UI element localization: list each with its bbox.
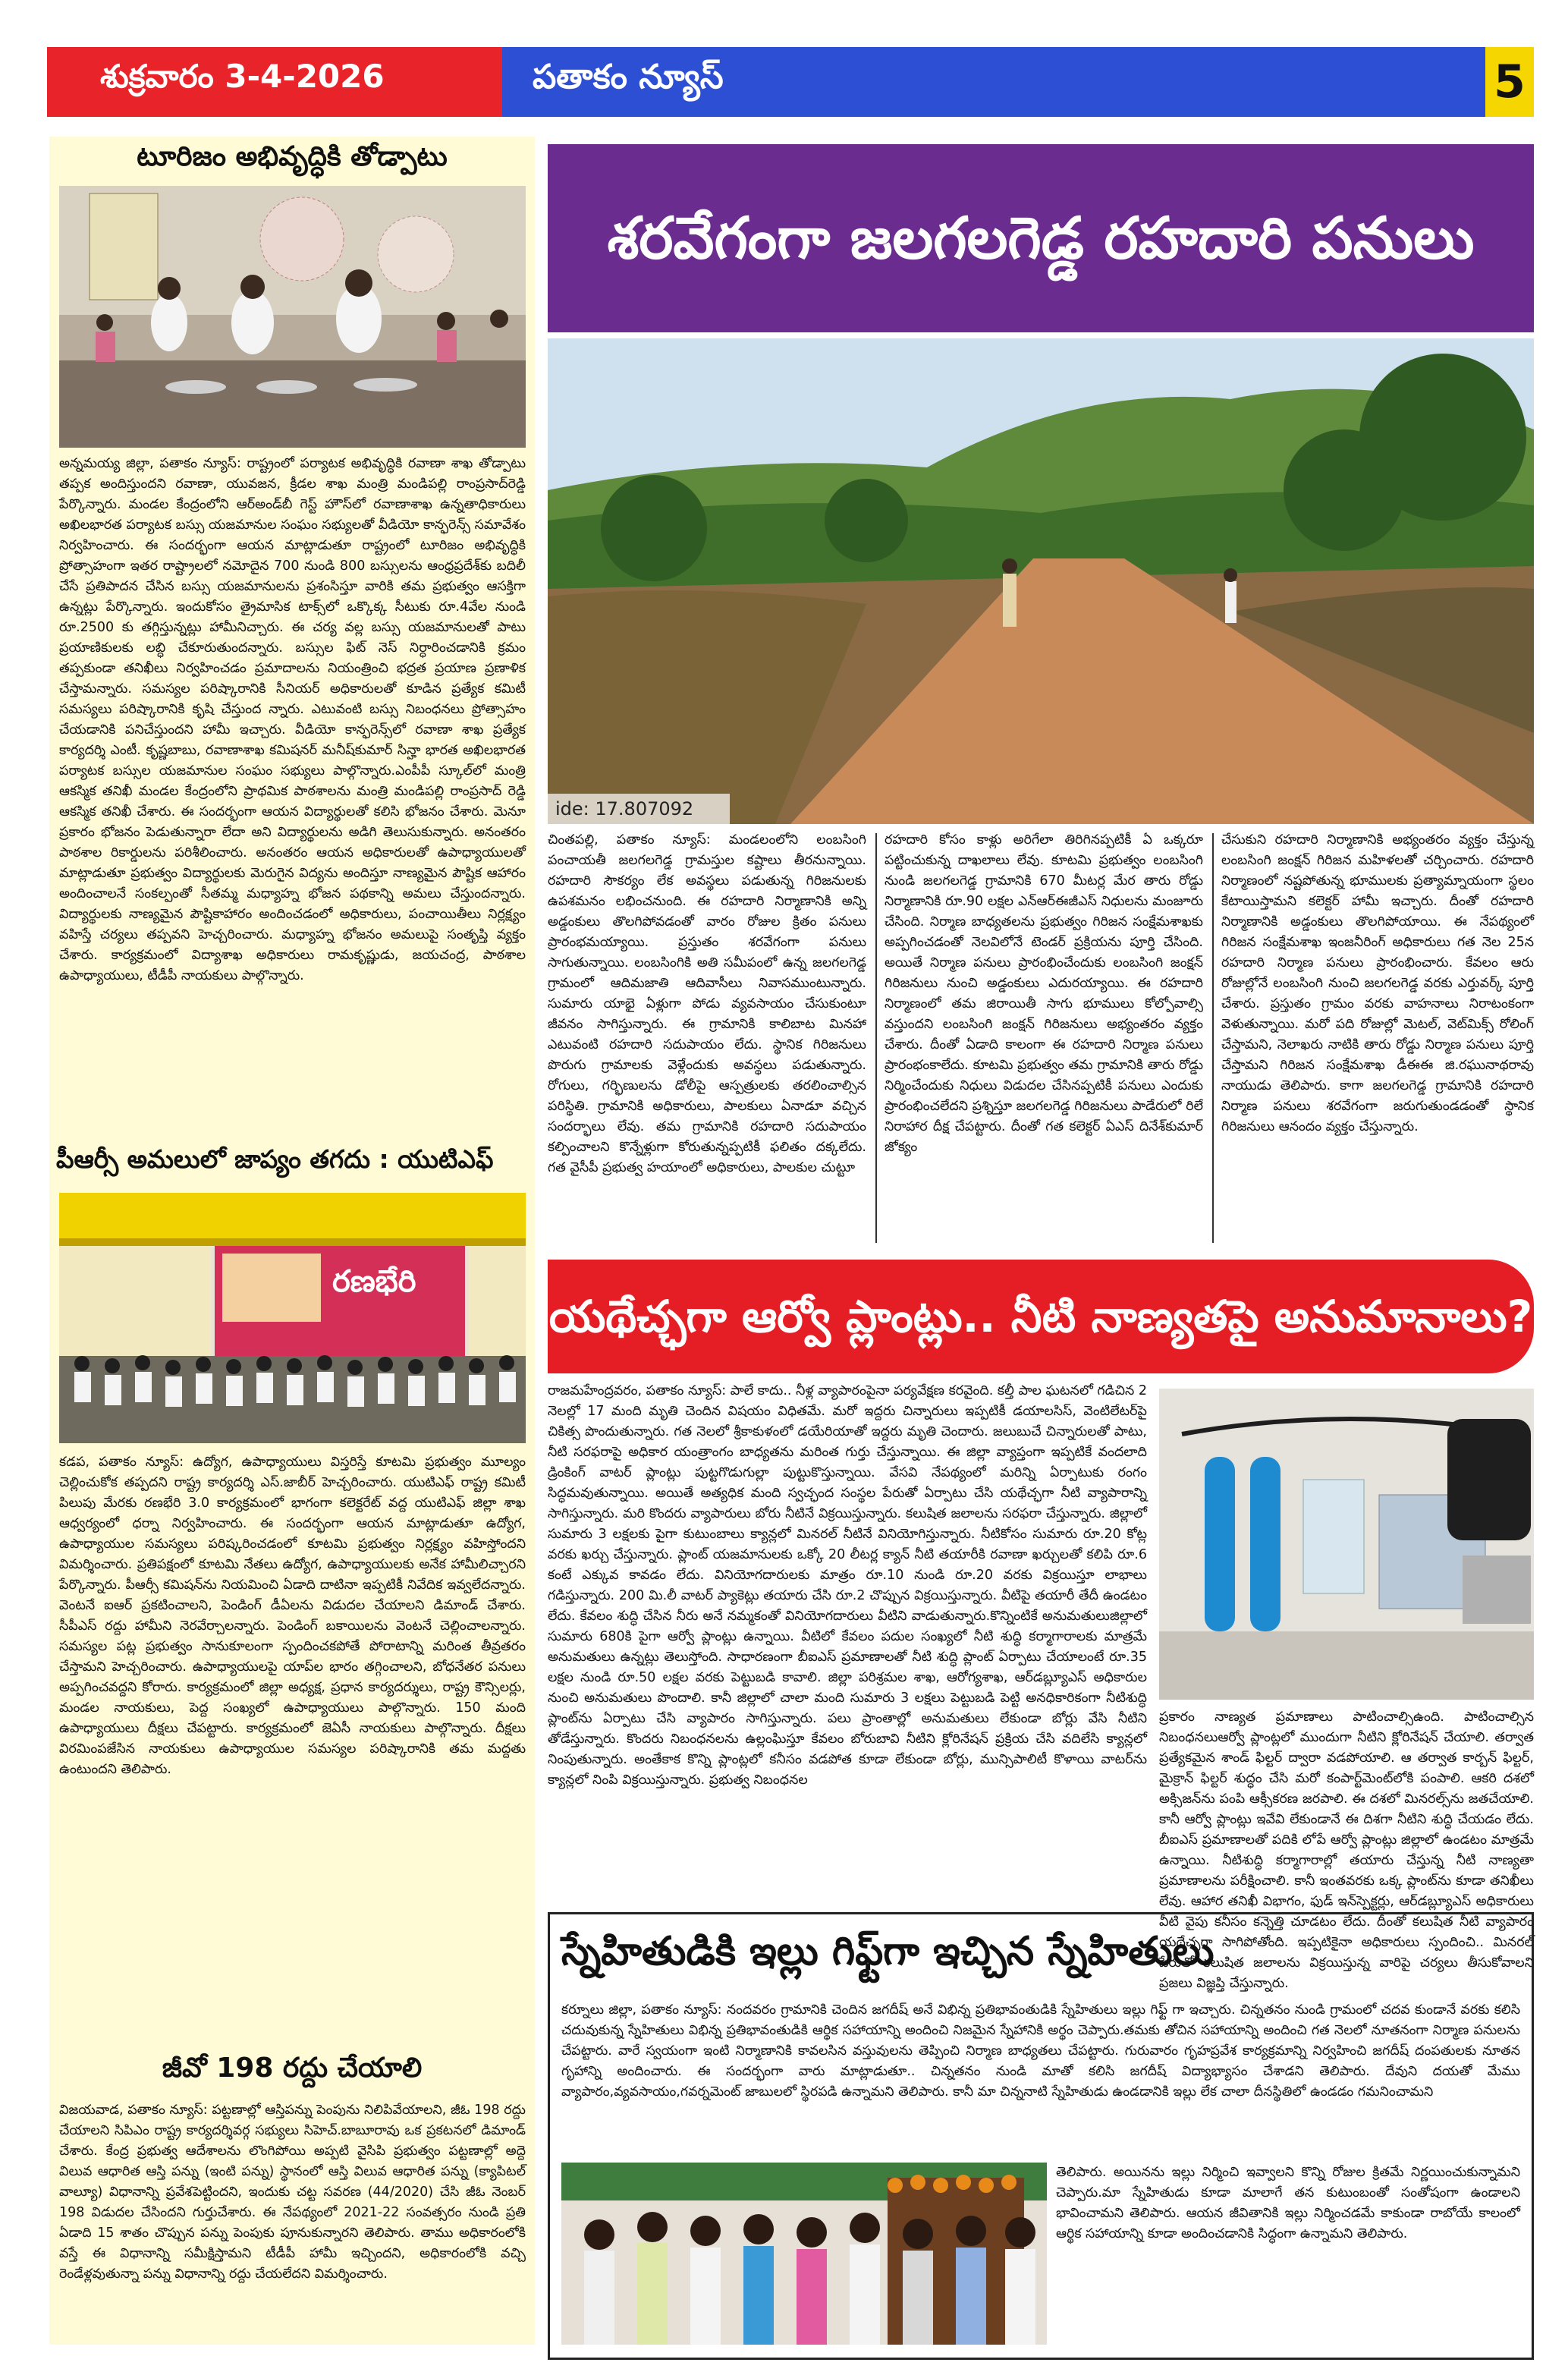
tourism-photo bbox=[59, 186, 526, 448]
ro-headline: యథేచ్ఛగా ఆర్వో ప్లాంట్లు.. నీటి నాణ్యతపై అనుమానాలు? bbox=[548, 1260, 1534, 1373]
ro-article-body-bottom: ప్రకారం నాణ్యత ప్రమాణాలు పాటించాల్సిఉంది. పాటించాల్సిన నిబంధనలుఆర్వో ప్లాంట్లలో ముందుగా నీటిని క్లోరినేషన్ చేయాలి. తర్వాత ప్రత్యేకమైన శాండ్ ఫిల్టర్ ద్వారా వడపోయాలి. ఆ తర్వాత కార్బన్ ఫిల్టర్, మైక్రాన్ ఫిల్టర్ శుద్ధం చేసి మరో కంపార్ట్‌మెంట్‌లోకి పంపాలి. ఆకరి దశలో అక్సిజన్‌ను పంపి ఆక్సీకరణ జరపాలి. ఈ దశలో మినరల్స్‌ను జతచేయాలి. కానీ ఆర్వో ప్లాంట్లు ఇవేవి లేకుండానే ఈ దిశగా నీటిని శుద్ధి చేయడం లేదు. బీఐఎస్ ప్రమాణాలతో పదికి లోపే ఆర్వో ప్లాంట్లు జిల్లాలో ఉండటం మాత్రమే ఉన్నాయి. నీటిశుద్ధి కర్మాగారాల్లో తయారు చేస్తున్న నీటి నాణ్యతా ప్రమాణాలను పరీక్షించాలి. కానీ ఇంతవరకు ఒక్క ప్లాంట్‌ను కూడా తనిఖీలు లేవు. ఆహార తనిఖీ విభాగం, ఫుడ్ ఇన్‌స్పెక్టర్లు, ఆర్‌డబ్ల్యూఎస్ అధికారులు వీటి వైపు కనీసం కన్నెత్తి చూడటం లేదు. దీంతో కలుషిత నీటి వ్యాపారం యథేచ్ఛగా సాగిపోతోంది. ఇప్పటికైనా అధికారులు స్పందించి.. మినరల్ పేరుతో కలుషిత జలాలను విక్రయిస్తున్న వారిపై చర్యలు తీసుకోవాలని ప్రజలు విజ్ఞప్తి చేస్తున్నారు. bbox=[1159, 1710, 1534, 1991]
jivo-headline: జీవో 198 రద్దు చేయాలి bbox=[162, 2053, 423, 2084]
prc-banner-text: రణభేరి bbox=[332, 1264, 416, 1299]
tourism-headline: టూరిజం అభివృద్ధికి తోడ్పాటు bbox=[137, 141, 448, 172]
prc-headline: పీఆర్సీ అమలులో జాప్యం తగదు : యుటిఎఫ్ bbox=[56, 1144, 494, 1174]
road-headline: శరవేగంగా జలగలగెడ్డ రహదారి పనులు bbox=[548, 144, 1534, 332]
road-photo-coordinate-stamp: ide: 17.807092 bbox=[555, 798, 694, 819]
road-article-col1: చింతపల్లి, పతాకం న్యూస్: మండలంలోని లంబసింగి పంచాయతీ జలగలగెడ్డ గ్రామస్తుల కష్టాలు తీరనున్నాయి. రహదారి సౌకర్యం లేక అవస్థలు పడుతున్న గిరిజనులకు ఉపశమనం లభించనుంది. ఈ రహదారి నిర్మాణానికి అన్ని అడ్డంకులు తొలగిపోవడంతో వారం రోజుల క్రితం పనులు ప్రారంభమయ్యాయి. ప్రస్తుతం శరవేగంగా పనులు సాగుతున్నాయి. లంబసింగికి అతి సమీపంలో ఉన్న జలగలగెడ్డ గ్రామంలో ఆదిమజాతి ఆదివాసీలు నివాసముంటున్నారు. సుమారు యాభై ఏళ్లుగా పోడు వ్యవసాయం చేసుకుంటూ జీవనం సాగిస్తున్నారు. ఈ గ్రామానికి కాలిబాట మినహా ఎటువంటి రహదారి సదుపాయం లేదు. స్థానిక గిరిజనులు పొరుగు గ్రామాలకు వెళ్లేందుకు అవస్థలు పడుతున్నారు. రోగులు, గర్భిణులను డోలీపై ఆస్పత్రులకు తరలించాల్సిన పరిస్థితి. గ్రామానికి అధికారులు, పాలకులు ఏనాడూ వచ్చిన సందర్భాలు లేవు. తమ గ్రామానికి రహదారి సదుపాయం కల్పించాలని కొన్నేళ్లుగా కోరుతున్నప్పటికీ ఫలితం దక్కలేదు. గత వైసీపీ ప్రభుత్వ హయాంలో అధికారులు, పాలకుల చుట్టూ bbox=[548, 832, 866, 1175]
friend-article-body-bottom: తెలిపారు. అయినను ఇల్లు నిర్మించి ఇవ్వాలని కొన్ని రోజుల క్రితమే నిర్ణయించుకున్నామని చెప్పారు.మా స్నేహితుడు కూడా మాలాగే తన కుటుంబంతో సంతోషంగా ఉండాలని భావించామని తెలిపారు. ఆయన జీవితానికి ఇల్లు నిర్మించడమే కాకుండా రాబోయే కాలంలో ఆర్థిక సహాయాన్ని కూడా అందించడానికి సిద్ధంగా ఉన్నామని తెలిపారు. bbox=[1056, 2165, 1520, 2241]
ro-article-body-top-continued bbox=[548, 1707, 1147, 1905]
prc-protest-photo bbox=[59, 1193, 526, 1443]
masthead-page-number: 5 bbox=[1485, 47, 1534, 117]
ro-plant-photo bbox=[1159, 1389, 1534, 1700]
tourism-article-body: అన్నమయ్య జిల్లా, పతాకం న్యూస్: రాష్ట్రంలో పర్యాటక అభివృద్ధికి రవాణా శాఖ తోడ్పాటు తప్పక అందిస్తుందని రవాణా, యువజన, క్రీడల శాఖ మంత్రి మండిపల్లి రాంప్రసాద్‌రెడ్డి పేర్కొన్నారు. మండల కేంద్రంలోని ఆర్‌అండ్‌బీ గెస్ట్ హౌస్‌లో రవాణాశాఖ ఉన్నతాధికారులు అఖిలభారత పర్యాటక బస్సు యజమానుల సంఘం సభ్యులతో వీడియో కాన్ఫరెన్స్ సమావేశం నిర్వహించారు. ఈ సందర్భంగా ఆయన మాట్లాడుతూ రాష్ట్రంలో టూరిజం అభివృద్ధికి ప్రోత్సాహంగా ఇతర రాష్ట్రాలలో నమోదైన 700 నుండి 800 బస్సులను ఆంధ్రప్రదేశ్‌కు బదిలీ చేసే ప్రతిపాదన చేసిన బస్సు యజమానులను ప్రశంసిస్తూ వారికి తమ ప్రభుత్వం ఆసక్తిగా ఉన్నట్లు పేర్కొన్నారు. ఇందుకోసం త్రైమాసిక టాక్స్‌లో ఒక్కొక్క సీటుకు రూ.4వేల నుండి రూ.2500 కు తగ్గిస్తున్నట్లు హామీనిచ్చారు. ఈ చర్య వల్ల బస్సు యజమానులతో పాటు ప్రయాణికులకు లబ్ధి చేకూరుతుందన్నారు. బస్సుల ఫిట్ నెస్ నిర్ధారించడానికి క్రమం తప్పకుండా తనిఖీలు నిర్వహించడం ప్రమాదాలను నియంత్రించి భద్రత ప్రయాణ ప్రణాళిక చేస్తామన్నారు. సమస్యల పరిష్కారానికి సీనియర్ అధికారులతో కూడిన ప్రత్యేక కమిటీ సమస్యలు పరిష్కారానికి కృషి చేస్తుంద న్నారు. ఎటువంటి బస్సు నిబంధనలు ప్రోత్సాహం చేయడానికి పనిచేస్తుందని హామీ ఇచ్చారు. వీడియో కాన్ఫరెన్స్‌లో రవాణా శాఖ ప్రత్యేక కార్యదర్శి ఎంటీ. కృష్ణబాబు, రవాణాశాఖ కమిషనర్ మనీష్‌కుమార్ సిన్హా భారత అఖిలభారత పర్యాటక బస్సుల యజమానుల సంఘం సభ్యులు పాల్గొన్నారు.ఎంపీపీ స్కూల్‌లో మంత్రి ఆకస్మిక తనిఖీ మండల కేంద్రంలోని ప్రాథమిక పాఠశాలను మంత్రి మండిపల్లి రాంప్రసాద్ రెడ్డి ఆకస్మిక తనిఖీ చేశారు. ఈ సందర్భంగా ఆయన విద్యార్థులతో కలిసి భోజనం చేశారు. మెనూ ప్రకారం భోజనం పెడుతున్నారా లేదా అని విద్యార్థులను అడిగి తెలుసుకున్నారు. అనంతరం పాఠశాల రికార్డులను పరిశీలించారు. అనంతరం ఆయన అధికారులతో ఉపాధ్యాయులతో మాట్లాడుతూ ప్రభుత్వం విద్యార్థులకు మెరుగైన విద్యను అందిస్తూ నాణ్యమైన పౌష్టిక ఆహారం అందించాలనే సంకల్పంతో సీతమ్మ మధ్యాహ్న భోజన పథకాన్ని అమలు చేస్తుందన్నారు. విద్యార్థులకు నాణ్యమైన పౌష్టికాహారం అందించడంలో అధికారులు, పంచాయితీలు నిర్లక్ష్యం వహిస్తే చర్యలు తప్పవని హెచ్చరించారు. మధ్యాహ్న భోజనం అమలుపై సంతృప్తి వ్యక్తం చేశారు. కార్యక్రమంలో విద్యాశాఖ అధికారులు రామకృష్ణుడు, జయచంద్ర, పాఠశాల ఉపాధ్యాయులు, టీడీపీ నాయకులు పాల్గొన్నారు. bbox=[59, 456, 526, 983]
masthead-date: శుక్రవారం 3-4-2026 bbox=[47, 47, 502, 117]
column-rule bbox=[875, 833, 877, 1243]
road-article-col2: రహదారి కోసం కాళ్లు అరిగేలా తిరిగినప్పటికీ ఏ ఒక్కరూ పట్టించుకున్న దాఖలాలు లేవు. కూటమి ప్రభుత్వం లంబసింగి నుండి జలగలగెడ్డ గ్రామానికి 670 మీటర్ల మేర తారు రోడ్డు నిర్మాణానికి రూ.90 లక్షల ఎన్‌ఆర్‌ఈజీఎస్ నిధులను మంజూరు చేసింది. నిర్మాణ బాధ్యతలను ప్రభుత్వం గిరిజన సంక్షేమశాఖకు అప్పగించడంతో నెలవిలోనే టెండర్ ప్రక్రియను పూర్తి చేసింది. అయితే నిర్మాణ పనులు ప్రారంభించేందుకు లంబసింగి జంక్షన్ గిరిజనులు నుంచి అడ్డంకులు ఎదురయ్యాయి. ఈ రహదారి నిర్మాణంలో తమ జిరాయితీ సాగు భూములు కోల్పోవాల్సి వస్తుందని లంబసింగి జంక్షన్ గిరిజనులు అభ్యంతరం వ్యక్తం చేశారు. దీంతో ఏడాది కాలంగా ఈ రహదారి నిర్మాణ పనులు ప్రారంభంకాలేదు. కూటమి ప్రభుత్వం తమ గ్రామానికి తారు రోడ్డు నిర్మించేందుకు నిధులు విడుదల చేసినప్పటికీ పనులు ఎందుకు ప్రారంభించలేదని ప్రశ్నిస్తూ జలగలగెడ్డ గిరిజనులు పాడేరులో రిలే నిరాహార దీక్ష చేపట్టారు. దీంతో గత కలెక్టర్ ఏఎస్ దినేశ్‌కుమార్ జోక్యం bbox=[885, 832, 1203, 1155]
road-article-col3: చేసుకుని రహదారి నిర్మాణానికి అభ్యంతరం వ్యక్తం చేస్తున్న లంబసింగి జంక్షన్ గిరిజన మహిళలతో చర్చించారు. రహదారి నిర్మాణంలో నష్టపోతున్న భూములకు ప్రత్యామ్నాయంగా స్థలం కేటాయిస్తామని కలెక్టర్ హామీ ఇచ్చారు. దీంతో రహదారి నిర్మాణానికి అడ్డంకులు తొలగిపోయాయి. ఈ నేపథ్యంలో గిరిజన సంక్షేమశాఖ ఇంజనీరింగ్ అధికారులు గత నెల 25న రహదారి నిర్మాణ పనులు ప్రారంభించారు. కేవలం ఆరు రోజుల్లోనే లంబసింగి నుంచి జలగలగెడ్డ వరకు ఎర్తువర్క్ పూర్తి చేశారు. ప్రస్తుతం గ్రామం వరకు వాహనాలు నిరాటంకంగా వెళుతున్నాయి. మరో పది రోజుల్లో మెటల్, వెట్‌మిక్స్ రోలింగ్ చేస్తామని, నెలాఖరు నాటికి తారు రోడ్డు నిర్మాణ పనులు పూర్తి చేస్తామని గిరిజన సంక్షేమశాఖ డీఈఈ జి.రఘునాథరావు నాయుడు తెలిపారు. కాగా జలగలగెడ్డ గ్రామానికి రహదారి నిర్మాణ పనులు శరవేగంగా జరుగుతుండడంతో స్థానిక గిరిజనులు ఆనందం వ్యక్తం చేస్తున్నారు. bbox=[1221, 832, 1534, 1134]
friend-photo bbox=[561, 2163, 1047, 2345]
column-rule bbox=[1212, 833, 1214, 1243]
prc-article-body: కడప, పతాకం న్యూస్: ఉద్యోగ, ఉపాధ్యాయులు విస్తరిస్తే కూటమి ప్రభుత్వం మూల్యం చెల్లించుకోక తప్పదని రాష్ట్ర కార్యదర్శి ఎస్.జాబీర్ హెచ్చరించారు. యుటిఎఫ్ రాష్ట్ర కమిటీ పిలుపు మేరకు రణభేరి 3.0 కార్యక్రమంలో భాగంగా కలెక్టరేట్ వద్ద యుటిఎఫ్ జిల్లా శాఖ ఆధ్వర్యంలో ధర్నా నిర్వహించారు. ఈ సందర్భంగా ఆయన మాట్లాడుతూ ఉద్యోగ, ఉపాధ్యాయుల సమస్యలు పరిష్కరించడంలో కూటమి ప్రభుత్వం నిర్లక్ష్యం వహిస్తోందని విమర్శించారు. ప్రతిపక్షంలో కూటమి నేతలు ఉద్యోగ, ఉపాధ్యాయులకు అనేక హామీలిచ్చారని పేర్కొన్నారు. పీఆర్సీ కమిషన్‌ను నియమించి ఏడాది దాటినా ఇప్పటికీ నివేదిక ఇవ్వలేదన్నారు. వెంటనే ఐఆర్ ప్రకటించాలని, పెండింగ్ డీఏలను విడుదల చేయాలని డిమాండ్ చేశారు. సీపీఎస్ రద్దు హామీని నెరవేర్చాలన్నారు. పెండింగ్ బకాయిలను వెంటనే చెల్లించాలన్నారు. సమస్యల పట్ల ప్రభుత్వం సానుకూలంగా స్పందించకపోతే పోరాటాన్ని మరింత తీవ్రతరం చేస్తామని హెచ్చరించారు. ఉపాధ్యాయులపై యాప్‌ల భారం తగ్గించాలని, బోధనేతర పనులు అప్పగించవద్దని కోరారు. కార్యక్రమంలో జిల్లా అధ్యక్ష, ప్రధాన కార్యదర్శులు, రాష్ట్ర కౌన్సిలర్లు, మండల నాయకులు, పెద్ద సంఖ్యలో ఉపాధ్యాయులు పాల్గొన్నారు. 150 మంది ఉపాధ్యాయులు దీక్షలు చేపట్టారు. కార్యక్రమంలో జెఏసీ నాయకులు పాల్గొన్నారు. దీక్షలు విరమింపజేసిన నాయకులు ఉపాధ్యాయుల సమస్యల పరిష్కారానికి తమ మద్దతు ఉంటుందని తెలిపారు. bbox=[59, 1455, 526, 1777]
friend-article-body-top: కర్నూలు జిల్లా, పతాకం న్యూస్: నందవరం గ్రామానికి చెందిన జగదీష్ అనే విభిన్న ప్రతిభావంతుడికి స్నేహితులు ఇల్లు గిఫ్ట్ గా ఇచ్చారు. చిన్నతనం నుండి గ్రామంలో చదవ కుండానే వరకు కలిసి చదువుకున్న స్నేహితులు విభిన్న ప్రతిభావంతుడికి ఆర్థిక సహాయాన్ని అందించి నిజమైన స్నేహానికి అర్థం చెప్పారు.తమకు తోచిన సహాయాన్ని అందించి గత నెలలో నూతనంగా నిర్మాణ పనులను చేపట్టారు. వారే స్వయంగా ఇంటి నిర్మాణానికి కావలసిన వస్తువులను తెప్పించి నిర్మాణ బాధ్యతలు చేపట్టారు. గురువారం గృహప్రవేశ కార్యక్రమాన్ని నిర్వహించి జగదీష్ దంపతులకు నూతన గృహాన్ని అందించారు. ఈ సందర్భంగా వారు మాట్లాడుతూ.. చిన్నతనం నుండి మాతో కలిసి జగదీష్ విద్యాభ్యాసం చేశాడని తెలిపారు. దేవుని దయతో మేము వ్యాపారం,వ్యవసాయం,గవర్నమెంట్ జాబులలో స్థిరపడి ఉన్నామని తెలిపారు. కానీ మా చిన్ననాటి స్నేహితుడు ఉండడానికి ఇల్లు లేక చాలా దీనస్థితిలో ఉండడం గమనించామని bbox=[561, 2002, 1520, 2100]
road-photo bbox=[548, 338, 1534, 824]
ro-article-body-top: రాజమహేంద్రవరం, పతాకం న్యూస్: పాలే కాదు.. నీళ్ల వ్యాపారంపైనా పర్యవేక్షణ కరవైంది. కల్తీ పాల ఘటనలో గడిచిన 2 నెలల్లో 17 మంది మృతి చెందిన విషయం విధితమే. మరో ఇద్దరు చిన్నారులు ఇప్పటికీ డయాలసిస్, వెంటిలేటర్‌పై చికిత్స పొందుతున్నారు. గత నెలలో శ్రీకాకుళంలో డయేరియాతో ఇద్దరు మృతి చెందారు. జలుబు‌చే చిన్నారులతో పాటు, నీటి సరఫరాపై అధికార యంత్రాంగం బాధ్యతను మరింత గుర్తు చేస్తున్నాయి. ఈ జిల్లా వ్యాప్తంగా ఇప్పటికే వందలాది డ్రింకింగ్ వాటర్ ప్లాంట్లు పుట్టగొడుగుల్లా పుట్టుకొస్తున్నాయి. వేసవి నేపథ్యంలో మరిన్ని ఏర్పాటుకు రంగం సిద్ధమవుతున్నాయి. అయితే అత్యధిక మంది స్వచ్ఛంద సంస్థల పేరుతో ఏర్పాటు చేసి యథేచ్ఛగా నీటి వ్యాపారాన్ని సాగిస్తున్నారు. మరి కొందరు వ్యాపారులు బోరు నీటినే విక్రయిస్తున్నారు. కలుషిత జలాలను సరఫరా చేస్తున్నారు. జిల్లాలో సుమారు 3 లక్షలకు పైగా కుటుంబాలు క్యాన్లలో మినరల్ నీటినే వినియోగిస్తున్నారు. నీటికోసం సుమారు రూ.20 కోట్ల వరకు ఖర్చు చేస్తున్నారు. ప్లాంట్ యజమానులకు ఒక్కో 20 లీటర్ల క్యాన్ నీటి తయారీకి రవాణా ఖర్చులతో కలిపి రూ.6 కంటే ఎక్కువ కావడం లేదు. వినియోగదారులకు మాత్రం రూ.10 నుండి రూ.20 వరకు విక్రయిస్తూ లాభాలు గడిస్తున్నారు. 200 మి.లీ వాటర్ ప్యాకెట్లు తయారు చేసి రూ.2 చొప్పున విక్రయిస్తున్నారు. వీటిపై తయారీ తేదీ ఉండటం లేదు. కేవలం శుద్ధి చేసిన నీరు అనే నమ్మకంతో వినియోగదారులు వీటిని వాడుతున్నారు.కొన్నింటికే అనుమతులుజిల్లాలో సుమారు 680కి పైగా ఆర్వో ప్లాంట్లు ఉన్నాయి. వీటిలో కేవలం పదుల సంఖ్యలో నీటి శుద్ధి కర్మాగారాలకు మాత్రమే అనుమతులు ఉన్నట్లు తెలుస్తోంది. సాధారణంగా బీఐఎస్ ప్రమాణాలతో నీటి శుద్ధి ప్లాంట్ ఏర్పాటు చేయాలంటే రూ.35 లక్షల నుండి రూ.50 లక్షల వరకు పెట్టుబడి కావాలి. జిల్లా పరిశ్రమల శాఖ, ఆరోగ్యశాఖ, ఆర్‌డబ్ల్యూఎస్ అధికారుల నుంచి అనుమతులు పొందాలి. కానీ జిల్లాలో చాలా మంది సుమారు 3 లక్షలు పెట్టుబడి పెట్టి అనధికారికంగా నీటిశుద్ధి ప్లాంట్‌ను ఏర్పాటు చేసి వ్యాపారం సాగిస్తున్నారు. పలు ప్రాంతాల్లో అనుమతులు లేకుండా బోర్లు వేసి నీటిని తోడేస్తున్నారు. కొందరు నిబంధనలను ఉల్లంఘిస్తూ కేవలం బోరుబావి నీటిని క్లోరినేషన్ ప్రక్రియ చేసి వదిలేసి క్యాన్లలో నింపుతున్నారు. అంతేకాక కొన్ని ప్లాంట్లలో కనీసం వడపోత కూడా లేకుండా బోర్లు, మున్సిపాలిటీ కొళాయి వాటర్‌ను క్యాన్లలో నింపి విక్రయిస్తున్నారు. ప్రభుత్వ నిబంధనల bbox=[548, 1383, 1148, 1788]
jivo-article-body: విజయవాడ, పతాకం న్యూస్: పట్టణాల్లో ఆస్తిపన్ను పెంపును నిలిపివేయాలని, జీఓ 198 రద్దు చేయాలని సిపిఎం రాష్ట్ర కార్యదర్శివర్గ సభ్యులు సిహెచ్.బాబూరావు ఒక ప్రకటనలో డిమాండ్ చేశారు. కేంద్ర ప్రభుత్వ ఆదేశాలను లొంగిపోయి అప్పటి వైసిపి ప్రభుత్వం పట్టణాల్లో అద్దె విలువ ఆధారిత ఆస్తి పన్ను (ఇంటి పన్ను) స్థానంలో ఆస్తి విలువ ఆధారిత పన్ను (క్యాపిటల్ వాల్యూ) విధానాన్ని ప్రవేశపెట్టిందని, ఇందుకు చట్ట సవరణ (44/2020) చేసి జీఓ నెంబర్ 198 విడుదల చేసిందని గుర్తుచేశారు. ఈ నేపథ్యంలో 2021-22 సంవత్సరం నుండి ప్రతి ఏడాది 15 శాతం చొప్పున పన్ను పెంపుకు పూనుకున్నారని తెలిపారు. తాము అధికారంలోకి వస్తే ఈ విధానాన్ని సమీక్షిస్తామని టీడీపీ హామీ ఇచ్చిందని, అధికారంలోకి వచ్చి రెండేళ్లవుతున్నా పన్ను విధానాన్ని రద్దు చేయలేదని విమర్శించారు. bbox=[59, 2103, 526, 2282]
friend-headline: స్నేహితుడికి ఇల్లు గిఫ్ట్‌గా ఇచ్చిన స్నేహితులు bbox=[561, 1929, 1214, 1974]
masthead-newspaper-name: పతాకం న్యూస్ bbox=[502, 47, 1485, 117]
